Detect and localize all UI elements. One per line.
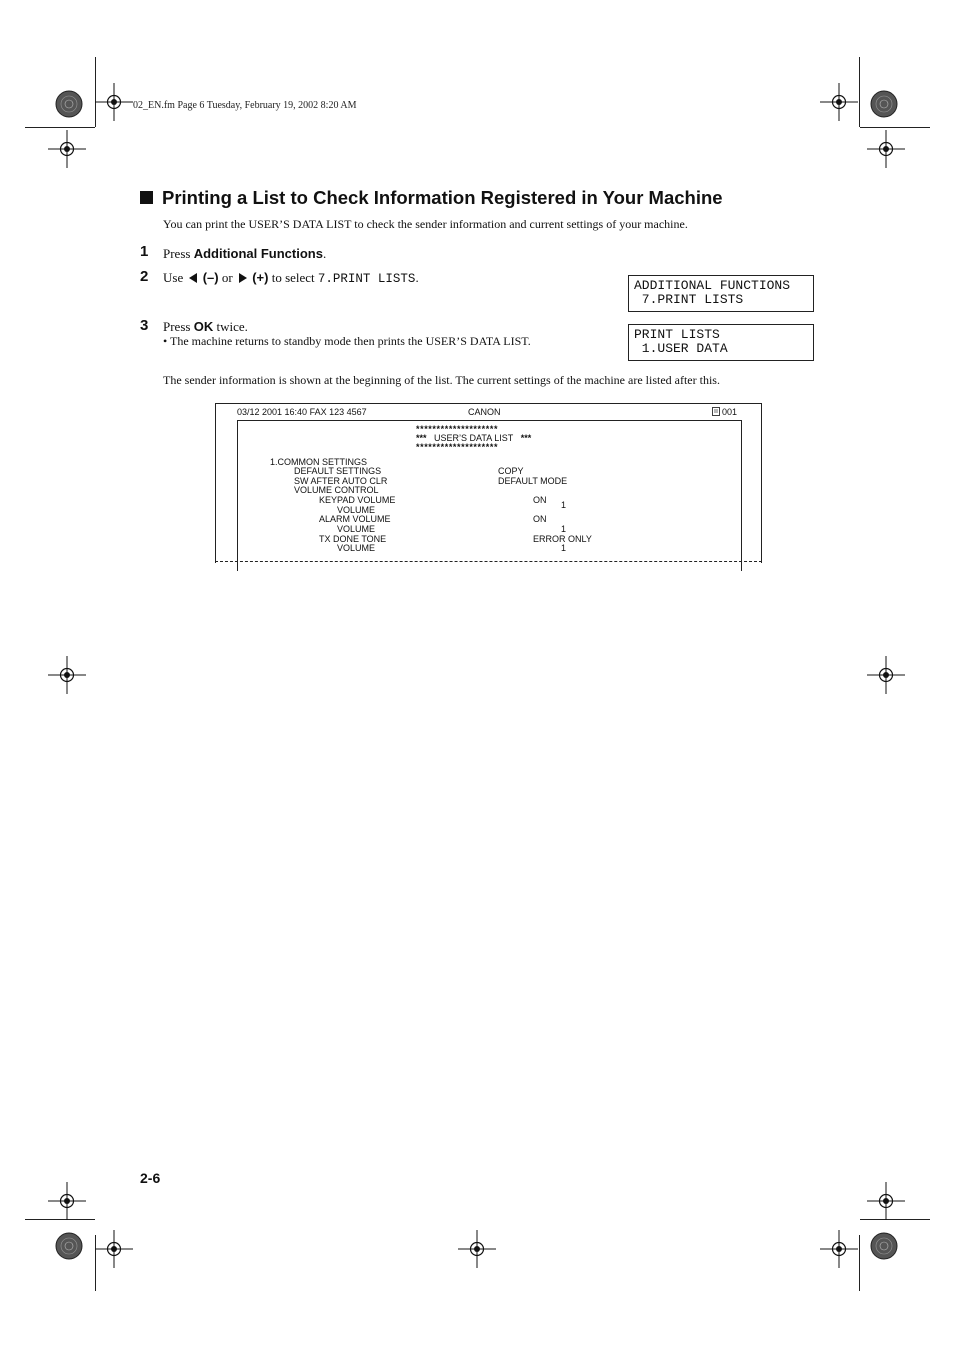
step-2-text: Use (–) or (+) to select 7.PRINT LISTS.	[163, 270, 419, 286]
step-number: 1	[140, 243, 149, 260]
left-arrow-icon	[189, 273, 197, 283]
registration-target-icon	[867, 656, 905, 694]
printout-body	[237, 420, 742, 571]
setting-label: ALARM VOLUME	[319, 514, 391, 524]
section-intro: You can print the USER’S DATA LIST to check the sender information and current settings of your machine.	[163, 217, 688, 231]
setting-label: DEFAULT SETTINGS	[294, 466, 382, 476]
registration-target-icon	[95, 1230, 133, 1268]
step-number: 3	[140, 317, 149, 334]
setting-label: VOLUME	[337, 543, 376, 553]
registration-target-icon	[95, 83, 133, 121]
star-target-icon	[56, 91, 82, 117]
setting-value: ON	[533, 514, 547, 524]
square-bullet-icon	[140, 191, 153, 204]
stars-line: ********************	[416, 424, 499, 434]
setting-label: VOLUME	[337, 524, 376, 534]
setting-label: 1.COMMON SETTINGS	[270, 457, 368, 467]
registration-target-icon	[820, 83, 858, 121]
lcd-display: PRINT LISTS 1.USER DATA	[628, 324, 814, 361]
registration-target-icon	[867, 1182, 905, 1220]
page-icon	[712, 407, 720, 416]
registration-target-icon	[48, 1182, 86, 1220]
setting-value: ERROR ONLY	[533, 534, 592, 544]
registration-target-icon	[48, 130, 86, 168]
setting-value: 1	[561, 500, 567, 510]
step-1-text: Press Additional Functions.	[163, 246, 327, 261]
setting-label: SW AFTER AUTO CLR	[294, 476, 388, 486]
key-label: OK	[193, 319, 214, 334]
printout-title: *** USER’S DATA LIST ***	[416, 433, 532, 443]
right-arrow-icon	[239, 273, 247, 283]
tear-line	[215, 561, 762, 562]
registration-target-icon	[48, 656, 86, 694]
setting-value: 1	[561, 524, 567, 534]
page-number: 2-6	[140, 1170, 161, 1186]
section-title: Printing a List to Check Information Registered in Your Machine	[140, 187, 723, 209]
key-label: Additional Functions	[193, 246, 323, 261]
step-3-text: Press OK twice.	[163, 319, 248, 334]
menu-item-label: 7.PRINT LISTS	[317, 272, 416, 286]
step-3-bullet: • The machine returns to standby mode then prints the USER’S DATA LIST.	[163, 334, 531, 348]
star-target-icon	[56, 1233, 82, 1259]
users-data-list-printout	[215, 403, 762, 563]
setting-value: COPY	[498, 466, 524, 476]
registration-target-icon	[820, 1230, 858, 1268]
file-header: 02_EN.fm Page 6 Tuesday, February 19, 2002 8:20 AM	[133, 100, 357, 111]
setting-label: KEYPAD VOLUME	[319, 495, 396, 505]
lcd-display: ADDITIONAL FUNCTIONS 7.PRINT LISTS	[628, 275, 814, 312]
step-number: 2	[140, 268, 149, 285]
printout-header-brand: CANON	[468, 407, 501, 417]
printout-header-date: 03/12 2001 16:40 FAX 123 4567	[237, 407, 367, 417]
setting-value: DEFAULT MODE	[498, 476, 568, 486]
star-target-icon	[871, 1233, 897, 1259]
setting-label: VOLUME CONTROL	[294, 485, 379, 495]
setting-label: VOLUME	[337, 505, 376, 515]
registration-target-icon	[458, 1230, 496, 1268]
star-target-icon	[871, 91, 897, 117]
list-note: The sender information is shown at the beginning of the list. The current settings of the machine are listed after this.	[163, 373, 720, 387]
registration-target-icon	[867, 130, 905, 168]
setting-value: 1	[561, 543, 567, 553]
printout-page: 001	[712, 407, 737, 417]
setting-value: ON	[533, 495, 547, 505]
stars-line: ********************	[416, 442, 499, 452]
setting-label: TX DONE TONE	[319, 534, 387, 544]
